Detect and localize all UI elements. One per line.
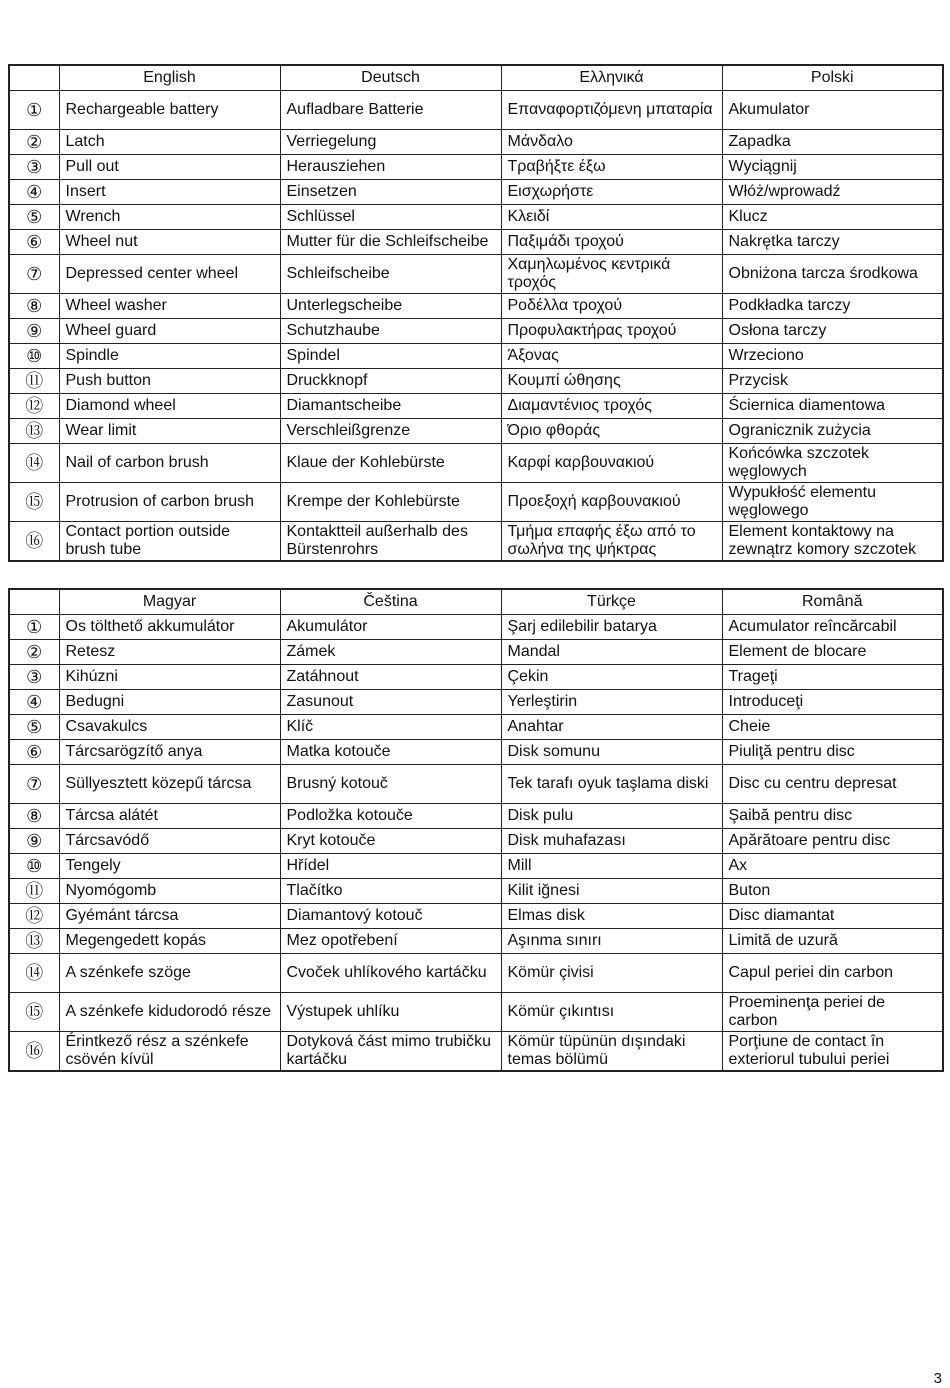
item-number: ⑨: [9, 319, 59, 344]
item-number: ⑮: [9, 993, 59, 1032]
term-cell: Obniżona tarcza środkowa: [722, 255, 943, 294]
term-cell: Nail of carbon brush: [59, 444, 280, 483]
term-cell: Disk somunu: [501, 740, 722, 765]
item-number: ⑫: [9, 904, 59, 929]
item-number: ①: [9, 91, 59, 130]
term-cell: Osłona tarczy: [722, 319, 943, 344]
term-cell: Κουμπί ώθησης: [501, 369, 722, 394]
term-cell: Klíč: [280, 715, 501, 740]
item-number: ⑧: [9, 804, 59, 829]
table-row: [9, 294, 943, 319]
term-cell: Element kontaktowy na zewnątrz komory szczotek: [722, 522, 943, 562]
item-number: ①: [9, 615, 59, 640]
term-cell: Kömür çivisi: [501, 954, 722, 993]
table-row: [9, 419, 943, 444]
table-row: [9, 765, 943, 804]
term-cell: Mutter für die Schleifscheibe: [280, 230, 501, 255]
table-row: [9, 690, 943, 715]
term-cell: Diamantscheibe: [280, 394, 501, 419]
table-row: [9, 993, 943, 1032]
term-cell: Elmas disk: [501, 904, 722, 929]
term-cell: Akumulator: [722, 91, 943, 130]
term-cell: A szénkefe szöge: [59, 954, 280, 993]
term-cell: Τραβήξτε έξω: [501, 155, 722, 180]
item-number: ⑫: [9, 394, 59, 419]
term-cell: Προφυλακτήρας τροχού: [501, 319, 722, 344]
term-cell: Κλειδί: [501, 205, 722, 230]
header-row: [9, 589, 943, 615]
term-cell: Trageţi: [722, 665, 943, 690]
term-cell: Latch: [59, 130, 280, 155]
glossary-table-2: [8, 588, 944, 1072]
term-cell: Wheel guard: [59, 319, 280, 344]
header-romana: Română: [722, 589, 943, 615]
term-cell: Kihúzni: [59, 665, 280, 690]
term-cell: Przycisk: [722, 369, 943, 394]
term-cell: Cheie: [722, 715, 943, 740]
item-number: ②: [9, 130, 59, 155]
glossary-table-1: [8, 64, 944, 562]
term-cell: Introduceţi: [722, 690, 943, 715]
term-cell: Megengedett kopás: [59, 929, 280, 954]
term-cell: Ściernica diamentowa: [722, 394, 943, 419]
item-number: ⑪: [9, 369, 59, 394]
term-cell: Buton: [722, 879, 943, 904]
term-cell: Ogranicznik zużycia: [722, 419, 943, 444]
term-cell: Element de blocare: [722, 640, 943, 665]
item-number: ⑤: [9, 715, 59, 740]
term-cell: Mandal: [501, 640, 722, 665]
term-cell: Παξιμάδι τροχού: [501, 230, 722, 255]
term-cell: Csavakulcs: [59, 715, 280, 740]
term-cell: Yerleştirin: [501, 690, 722, 715]
item-number: ⑦: [9, 255, 59, 294]
term-cell: Zapadka: [722, 130, 943, 155]
item-number: ④: [9, 690, 59, 715]
table-row: [9, 255, 943, 294]
header-magyar: Magyar: [59, 589, 280, 615]
item-number: ⑥: [9, 230, 59, 255]
term-cell: Wrzeciono: [722, 344, 943, 369]
table-row: [9, 854, 943, 879]
table-row: [9, 665, 943, 690]
table-row: [9, 230, 943, 255]
item-number: ③: [9, 155, 59, 180]
item-number: ④: [9, 180, 59, 205]
term-cell: Bedugni: [59, 690, 280, 715]
header-greek: Ελληνικά: [501, 65, 722, 91]
item-number: ⑩: [9, 854, 59, 879]
term-cell: Disk muhafazası: [501, 829, 722, 854]
term-cell: Süllyesztett közepű tárcsa: [59, 765, 280, 804]
term-cell: Insert: [59, 180, 280, 205]
term-cell: Protrusion of carbon brush: [59, 483, 280, 522]
term-cell: Końcówka szczotek węglowych: [722, 444, 943, 483]
term-cell: Diamantový kotouč: [280, 904, 501, 929]
table-row: [9, 369, 943, 394]
item-number: ⑭: [9, 444, 59, 483]
term-cell: Zámek: [280, 640, 501, 665]
term-cell: Wrench: [59, 205, 280, 230]
table-row: [9, 394, 943, 419]
table-row: [9, 804, 943, 829]
term-cell: Wypukłość elementu węglowego: [722, 483, 943, 522]
term-cell: Hřídel: [280, 854, 501, 879]
term-cell: Acumulator reîncărcabil: [722, 615, 943, 640]
term-cell: Aşınma sınırı: [501, 929, 722, 954]
table-row: [9, 954, 943, 993]
term-cell: Os tölthető akkumulátor: [59, 615, 280, 640]
term-cell: Tengely: [59, 854, 280, 879]
item-number: ⑥: [9, 740, 59, 765]
term-cell: Tárcsavódő: [59, 829, 280, 854]
term-cell: Gyémánt tárcsa: [59, 904, 280, 929]
term-cell: Wheel nut: [59, 230, 280, 255]
term-cell: Tárcsa alátét: [59, 804, 280, 829]
term-cell: Disc diamantat: [722, 904, 943, 929]
term-cell: Spindel: [280, 344, 501, 369]
term-cell: Capul periei din carbon: [722, 954, 943, 993]
header-row: [9, 65, 943, 91]
term-cell: Klucz: [722, 205, 943, 230]
term-cell: Push button: [59, 369, 280, 394]
item-number: ⑨: [9, 829, 59, 854]
term-cell: Nyomógomb: [59, 879, 280, 904]
term-cell: Verriegelung: [280, 130, 501, 155]
header-polski: Polski: [722, 65, 943, 91]
item-number: ⑦: [9, 765, 59, 804]
term-cell: Προεξοχή καρβουνακιού: [501, 483, 722, 522]
table-row: [9, 180, 943, 205]
term-cell: Schutzhaube: [280, 319, 501, 344]
term-cell: Depressed center wheel: [59, 255, 280, 294]
term-cell: Επαναφορτιζόμενη μπαταρία: [501, 91, 722, 130]
item-number: ②: [9, 640, 59, 665]
term-cell: Cvoček uhlíkového kartáčku: [280, 954, 501, 993]
term-cell: Podložka kotouče: [280, 804, 501, 829]
term-cell: Brusný kotouč: [280, 765, 501, 804]
term-cell: Nakrętka tarczy: [722, 230, 943, 255]
table-row: [9, 879, 943, 904]
term-cell: Dotyková část mimo trubičku kartáčku: [280, 1032, 501, 1072]
term-cell: Tlačítko: [280, 879, 501, 904]
term-cell: Ροδέλλα τροχού: [501, 294, 722, 319]
term-cell: A szénkefe kidudorodó része: [59, 993, 280, 1032]
term-cell: Mill: [501, 854, 722, 879]
term-cell: Zatáhnout: [280, 665, 501, 690]
header-cestina: Čeština: [280, 589, 501, 615]
term-cell: Einsetzen: [280, 180, 501, 205]
term-cell: Disc cu centru depresat: [722, 765, 943, 804]
item-number: ⑪: [9, 879, 59, 904]
term-cell: Contact portion outside brush tube: [59, 522, 280, 562]
page-number: 3: [933, 1370, 942, 1387]
term-cell: Εισχωρήστε: [501, 180, 722, 205]
term-cell: Kontaktteil außerhalb des Bürstenrohrs: [280, 522, 501, 562]
item-number: ⑬: [9, 929, 59, 954]
term-cell: Diamond wheel: [59, 394, 280, 419]
term-cell: Aufladbare Batterie: [280, 91, 501, 130]
item-number: ⑬: [9, 419, 59, 444]
table-row: [9, 344, 943, 369]
term-cell: Schleifscheibe: [280, 255, 501, 294]
term-cell: Krempe der Kohlebürste: [280, 483, 501, 522]
table-row: [9, 444, 943, 483]
table-row: [9, 929, 943, 954]
term-cell: Spindle: [59, 344, 280, 369]
item-number: ⑮: [9, 483, 59, 522]
term-cell: Verschleißgrenze: [280, 419, 501, 444]
term-cell: Wear limit: [59, 419, 280, 444]
term-cell: Matka kotouče: [280, 740, 501, 765]
item-number: ⑤: [9, 205, 59, 230]
term-cell: Włóż/wprowadź: [722, 180, 943, 205]
table-row: [9, 91, 943, 130]
term-cell: Όριο φθοράς: [501, 419, 722, 444]
table-row: [9, 483, 943, 522]
term-cell: Akumulátor: [280, 615, 501, 640]
term-cell: Kilit iğnesi: [501, 879, 722, 904]
term-cell: Pull out: [59, 155, 280, 180]
item-number: ⑯: [9, 522, 59, 562]
table-row: [9, 904, 943, 929]
term-cell: Apărătoare pentru disc: [722, 829, 943, 854]
term-cell: Zasunout: [280, 690, 501, 715]
term-cell: Érintkező rész a szénkefe csövén kívül: [59, 1032, 280, 1072]
header-deutsch: Deutsch: [280, 65, 501, 91]
term-cell: Herausziehen: [280, 155, 501, 180]
term-cell: Piuliţă pentru disc: [722, 740, 943, 765]
term-cell: Şaibă pentru disc: [722, 804, 943, 829]
term-cell: Rechargeable battery: [59, 91, 280, 130]
table-row: [9, 829, 943, 854]
term-cell: Druckknopf: [280, 369, 501, 394]
term-cell: Unterlegscheibe: [280, 294, 501, 319]
term-cell: Καρφί καρβουνακιού: [501, 444, 722, 483]
term-cell: Wheel washer: [59, 294, 280, 319]
header-turkce: Türkçe: [501, 589, 722, 615]
term-cell: Anahtar: [501, 715, 722, 740]
table-row: [9, 615, 943, 640]
table-row: [9, 205, 943, 230]
item-number: ⑩: [9, 344, 59, 369]
term-cell: Proeminenţa periei de carbon: [722, 993, 943, 1032]
term-cell: Kömür tüpünün dışındaki temas bölümü: [501, 1032, 722, 1072]
table-row: [9, 640, 943, 665]
item-number: ⑧: [9, 294, 59, 319]
term-cell: Tek tarafı oyuk taşlama diski: [501, 765, 722, 804]
term-cell: Άξονας: [501, 344, 722, 369]
table-row: [9, 522, 943, 562]
item-number: ⑯: [9, 1032, 59, 1072]
term-cell: Podkładka tarczy: [722, 294, 943, 319]
term-cell: Disk pulu: [501, 804, 722, 829]
term-cell: Şarj edilebilir batarya: [501, 615, 722, 640]
term-cell: Výstupek uhlíku: [280, 993, 501, 1032]
item-number: ⑭: [9, 954, 59, 993]
term-cell: Kryt kotouče: [280, 829, 501, 854]
term-cell: Μάνδαλο: [501, 130, 722, 155]
term-cell: Çekin: [501, 665, 722, 690]
header-english: English: [59, 65, 280, 91]
term-cell: Schlüssel: [280, 205, 501, 230]
term-cell: Retesz: [59, 640, 280, 665]
table-row: [9, 130, 943, 155]
term-cell: Διαμαντένιος τροχός: [501, 394, 722, 419]
table-row: [9, 155, 943, 180]
table-row: [9, 740, 943, 765]
term-cell: Tárcsarögzítő anya: [59, 740, 280, 765]
table-row: [9, 1032, 943, 1072]
item-number: ③: [9, 665, 59, 690]
term-cell: Mez opotřebení: [280, 929, 501, 954]
term-cell: Kömür çıkıntısı: [501, 993, 722, 1032]
term-cell: Limită de uzură: [722, 929, 943, 954]
term-cell: Porţiune de contact în exteriorul tubului periei: [722, 1032, 943, 1072]
term-cell: Τμήμα επαφής έξω από το σωλήνα της ψήκτρας: [501, 522, 722, 562]
table-row: [9, 715, 943, 740]
header-number-cell: [9, 65, 59, 91]
table-row: [9, 319, 943, 344]
term-cell: Χαμηλωμένος κεντρικά τροχός: [501, 255, 722, 294]
header-number-cell: [9, 589, 59, 615]
term-cell: Klaue der Kohlebürste: [280, 444, 501, 483]
term-cell: Ax: [722, 854, 943, 879]
term-cell: Wyciągnij: [722, 155, 943, 180]
